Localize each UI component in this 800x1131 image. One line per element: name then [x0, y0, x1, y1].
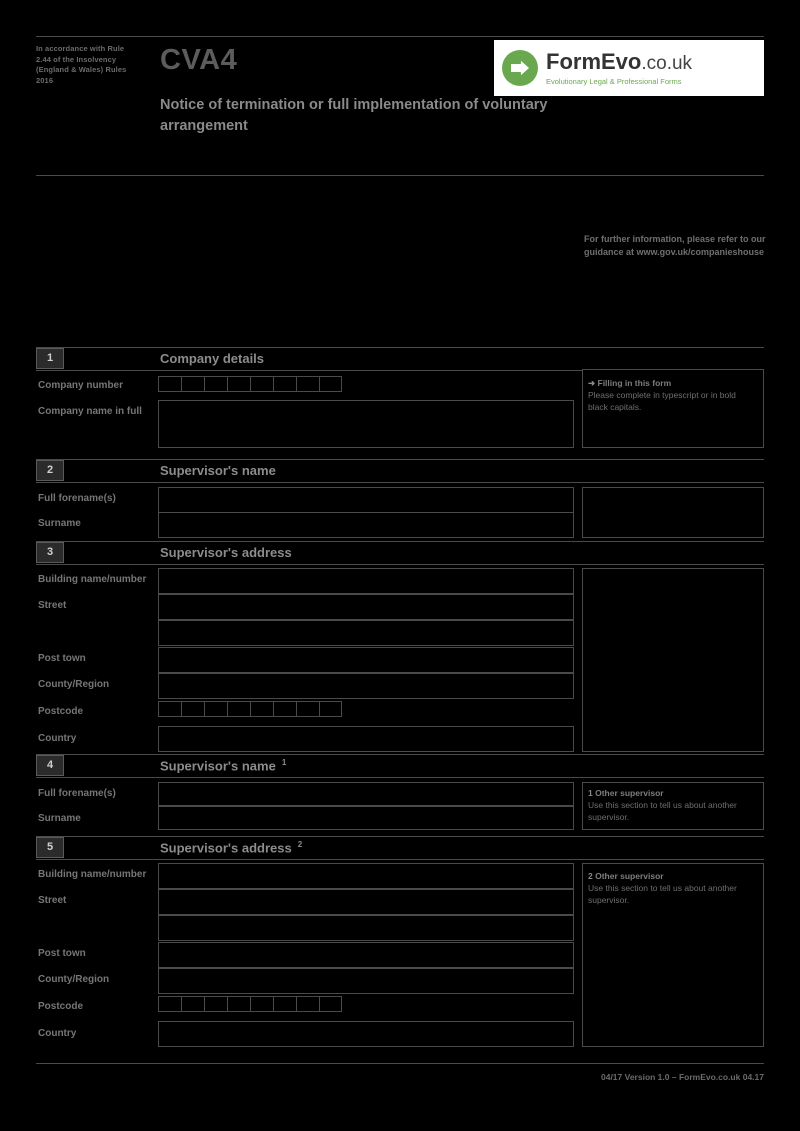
input-full-forenames-1[interactable] [158, 487, 574, 513]
input-postcode-1[interactable] [158, 701, 342, 717]
label-full-forenames-1: Full forename(s) [38, 493, 116, 504]
section-2-header [36, 459, 764, 483]
label-postcode-1: Postcode [38, 706, 84, 717]
section-2-number: 2 [36, 460, 64, 481]
input-street-2-line2[interactable] [158, 915, 574, 941]
section-5-number: 5 [36, 837, 64, 858]
form-title: Notice of termination or full implementation of voluntary arrangement [160, 97, 548, 134]
label-street-1: Street [38, 600, 67, 611]
label-country-1: Country [38, 733, 77, 744]
label-building-1: Building name/number [38, 574, 147, 585]
section-5-note [588, 870, 758, 906]
section-company-details [36, 347, 764, 371]
postcode-char[interactable] [296, 701, 319, 717]
input-street-1-line2[interactable] [158, 620, 574, 646]
logo-text-block [546, 50, 692, 87]
section-4-header [36, 754, 764, 778]
postcode-char[interactable] [158, 996, 181, 1012]
postcode-char[interactable] [250, 701, 273, 717]
label-county-2: County/Region [38, 974, 110, 985]
company-number-char[interactable] [273, 376, 296, 392]
label-surname-2: Surname [38, 813, 81, 824]
company-number-char[interactable] [181, 376, 204, 392]
section-1-number: 1 [36, 348, 64, 369]
postcode-char[interactable] [181, 701, 204, 717]
input-company-number[interactable] [158, 376, 342, 392]
label-full-forenames-2: Full forename(s) [38, 788, 116, 799]
section-4-title-footnote: 1 [281, 758, 287, 767]
section-4-note-body: Use this section to tell us about another supervisor. [588, 800, 737, 822]
postcode-char[interactable] [204, 701, 227, 717]
input-country-2[interactable] [158, 1021, 574, 1047]
label-company-number: Company number [38, 380, 124, 391]
section-supervisor-address-1 [36, 541, 764, 565]
formevo-logo-icon [502, 50, 538, 86]
section-5-note-body: Use this section to tell us about another supervisor. [588, 883, 737, 905]
label-county-1: County/Region [38, 679, 110, 690]
company-number-char[interactable] [204, 376, 227, 392]
header-bottom-rule [36, 175, 764, 176]
logo-wordmark [546, 50, 692, 76]
section-4-title-text: Supervisor's name [160, 758, 276, 774]
input-street-1-line1[interactable] [158, 594, 574, 620]
input-company-name[interactable] [158, 400, 574, 448]
section-4-note-heading: Other supervisor [595, 788, 664, 798]
header-top-rule [36, 36, 764, 37]
section-3-sidebox [582, 568, 764, 752]
section-4-note-title [588, 787, 758, 799]
input-surname-2[interactable] [158, 806, 574, 830]
section-1-note [588, 377, 758, 413]
formevo-logo [494, 40, 764, 96]
guidance-note: For further information, please refer to our guidance at www.gov.uk/companieshouse [584, 234, 766, 257]
input-postcode-2[interactable] [158, 996, 342, 1012]
input-street-2-line1[interactable] [158, 889, 574, 915]
section-2-title: Supervisor's name [160, 463, 276, 478]
section-4-note-marker: 1 [588, 788, 593, 798]
section-4-number: 4 [36, 755, 64, 776]
postcode-char[interactable] [204, 996, 227, 1012]
input-surname-1[interactable] [158, 512, 574, 538]
section-supervisor-name-1 [36, 459, 764, 483]
footer-rule [36, 1063, 764, 1064]
section-supervisor-address-2 [36, 836, 764, 860]
form-code: CVA4 [160, 44, 238, 76]
postcode-char[interactable] [158, 701, 181, 717]
section-1-title: Company details [160, 351, 265, 366]
postcode-char[interactable] [227, 996, 250, 1012]
label-post-town-2: Post town [38, 948, 86, 959]
logo-wordmark-tld: .co.uk [641, 52, 693, 74]
input-country-1[interactable] [158, 726, 574, 752]
section-4-title [160, 758, 286, 773]
logo-tagline: Evolutionary Legal & Professional Forms [546, 76, 682, 86]
label-company-name: Company name in full [38, 406, 142, 417]
section-5-note-marker: 2 [588, 871, 593, 881]
company-number-char[interactable] [296, 376, 319, 392]
label-post-town-1: Post town [38, 653, 86, 664]
label-country-2: Country [38, 1028, 77, 1039]
postcode-char[interactable] [319, 701, 342, 717]
section-2-sidebox [582, 487, 764, 538]
postcode-char[interactable] [250, 996, 273, 1012]
label-surname-1: Surname [38, 518, 81, 529]
company-number-char[interactable] [227, 376, 250, 392]
label-street-2: Street [38, 895, 67, 906]
section-1-note-heading: Filling in this form [597, 378, 672, 388]
section-5-title-text: Supervisor's address [160, 840, 292, 856]
section-5-note-title [588, 870, 758, 882]
company-number-char[interactable] [250, 376, 273, 392]
section-1-note-body: Please complete in typescript or in bold black capitals. [588, 390, 736, 412]
postcode-char[interactable] [181, 996, 204, 1012]
input-building-1[interactable] [158, 568, 574, 594]
company-number-char[interactable] [158, 376, 181, 392]
postcode-char[interactable] [296, 996, 319, 1012]
logo-wordmark-main: FormEvo [546, 48, 642, 74]
section-5-header [36, 836, 764, 860]
section-1-note-title [588, 377, 758, 389]
section-3-header [36, 541, 764, 565]
input-post-town-2[interactable] [158, 942, 574, 968]
section-5-title-footnote: 2 [297, 840, 303, 849]
label-postcode-2: Postcode [38, 1001, 84, 1012]
input-full-forenames-2[interactable] [158, 782, 574, 806]
section-supervisor-name-2 [36, 754, 764, 778]
section-3-title: Supervisor's address [160, 545, 292, 560]
section-4-note [588, 787, 758, 823]
postcode-char[interactable] [227, 701, 250, 717]
footer-version: 04/17 Version 1.0 – FormEvo.co.uk 04.17 [600, 1072, 764, 1082]
input-county-1[interactable] [158, 673, 574, 699]
section-5-title [160, 840, 302, 855]
rule-accordance-text: In accordance with Rule 2.44 of the Insolvency (England & Wales) Rules 2016 [36, 44, 127, 85]
section-3-number: 3 [36, 542, 64, 563]
input-county-2[interactable] [158, 968, 574, 994]
postcode-char[interactable] [273, 701, 296, 717]
section-5-note-heading: Other supervisor [595, 871, 664, 881]
postcode-char[interactable] [273, 996, 296, 1012]
input-building-2[interactable] [158, 863, 574, 889]
postcode-char[interactable] [319, 996, 342, 1012]
input-post-town-1[interactable] [158, 647, 574, 673]
label-building-2: Building name/number [38, 869, 147, 880]
section-1-note-marker: ➜ [588, 378, 596, 388]
section-1-header [36, 347, 764, 371]
company-number-char[interactable] [319, 376, 342, 392]
